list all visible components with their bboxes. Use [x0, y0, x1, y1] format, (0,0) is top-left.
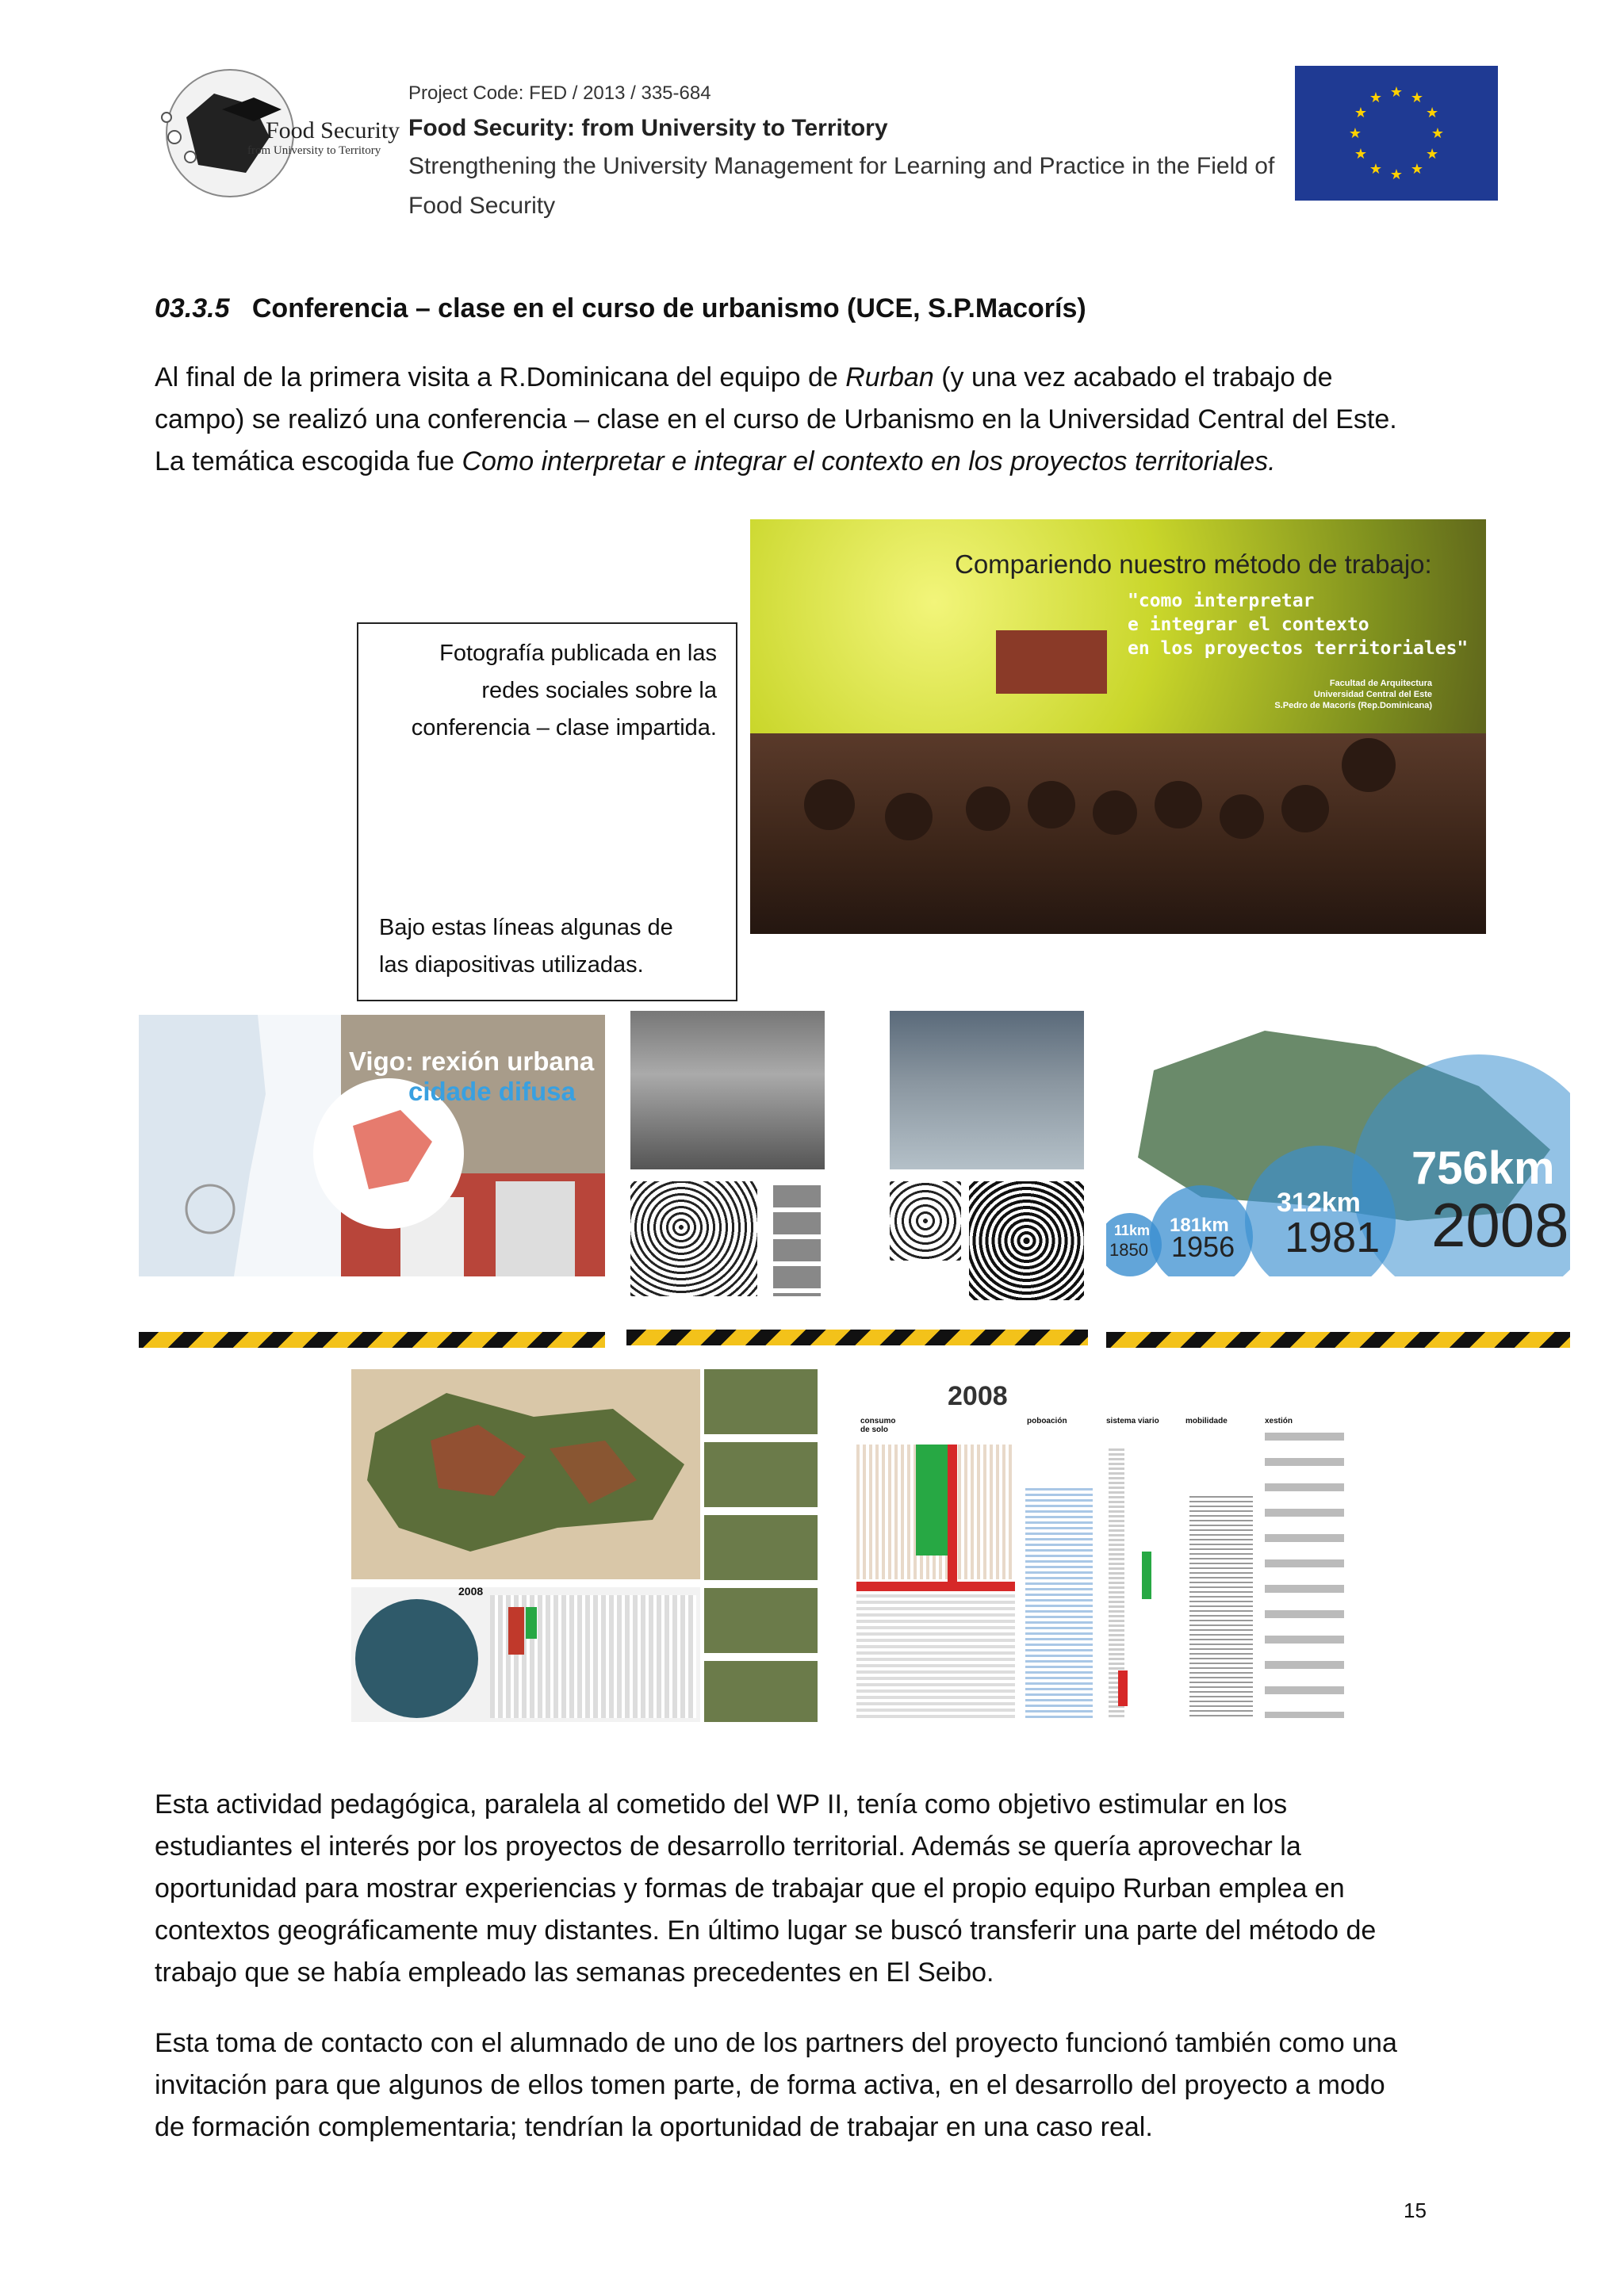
- slide-vigo-title1: Vigo: rexión urbana: [349, 1047, 595, 1076]
- section-heading: [155, 293, 1086, 324]
- caption-line: Bajo estas líneas algunas de: [379, 915, 673, 940]
- section-number: 03.3.5: [155, 293, 230, 323]
- page-number: 15: [1404, 2198, 1427, 2222]
- growth-km-1956: 181km: [1170, 1215, 1229, 1236]
- eu-star-icon: ★: [1348, 125, 1362, 141]
- section-title: Conferencia – clase en el curso de urbanismo (UCE, S.P.Macorís): [251, 293, 1086, 323]
- indicators-col-2: poboación: [1027, 1417, 1067, 1425]
- logo-text-main: Food Security: [266, 117, 400, 144]
- growth-km-2008: 756km: [1411, 1142, 1555, 1194]
- header-title: Food Security: from University to Territory: [408, 115, 888, 141]
- project-code: Project Code: FED / 2013 / 335-684: [408, 82, 711, 104]
- conference-photo: [750, 519, 1486, 934]
- growth-year-1956: 1956: [1171, 1230, 1235, 1263]
- indicators-col-5: xestión: [1265, 1417, 1293, 1425]
- eu-star-icon: ★: [1389, 166, 1404, 182]
- slide-vigo-title2: cidade difusa: [408, 1077, 576, 1106]
- photo-institution: Facultad de Arquitectura Universidad Central del Este S.Pedro de Macorís (Rep.Dominicana): [1274, 679, 1432, 710]
- slide-territory-maps: [351, 1369, 818, 1722]
- growth-year-2008: 2008: [1431, 1190, 1569, 1260]
- eu-star-icon: ★: [1425, 105, 1439, 121]
- eu-star-icon: ★: [1354, 146, 1368, 162]
- slide-growth-circles: [1106, 1015, 1570, 1276]
- caption-line: las diapositivas utilizadas.: [379, 952, 644, 978]
- header-subtitle-line1: Strengthening the University Management for Learning and Practice in the Field of: [408, 153, 1275, 179]
- indicators-col-1: consumo de solo: [860, 1417, 896, 1434]
- caption-line: redes sociales sobre la: [481, 678, 717, 703]
- indicators-col-3: sistema viario: [1106, 1417, 1159, 1425]
- slide-indicators-2008: [856, 1369, 1348, 1726]
- eu-star-icon: ★: [1425, 146, 1439, 162]
- growth-km-1981: 312km: [1277, 1188, 1361, 1218]
- indicators-col-4: mobilidade: [1185, 1417, 1228, 1425]
- caption-line: conferencia – clase impartida.: [411, 715, 717, 740]
- logo-text-sub: from University to Territory: [247, 144, 381, 157]
- eu-star-icon: ★: [1369, 161, 1383, 178]
- eu-star-icon: ★: [1369, 89, 1383, 105]
- growth-km-1850: 11km: [1114, 1223, 1151, 1238]
- photo-quote: "como interpretar e integrar el contexto en los proyectos territoriales": [1128, 591, 1469, 659]
- hazard-stripe: [1106, 1332, 1570, 1348]
- header-subtitle-line2: Food Security: [408, 193, 556, 219]
- indicators-year: 2008: [948, 1381, 1008, 1411]
- slide-aerial-1956: [630, 1011, 825, 1300]
- eu-star-icon: ★: [1389, 84, 1404, 100]
- growth-year-1981: 1981: [1285, 1214, 1381, 1261]
- eu-star-icon: ★: [1410, 89, 1424, 105]
- slide-aerial-1981: [890, 1011, 1084, 1300]
- eu-star-icon: ★: [1431, 125, 1445, 141]
- territory-year: 2008: [458, 1585, 484, 1598]
- caption-box: [357, 622, 737, 1001]
- hazard-stripe: [139, 1332, 605, 1348]
- paragraph-contact: Esta toma de contacto con el alumnado de uno de los partners del proyecto funcionó también como una invitación para que algunos de ellos tomen parte, de forma activa, en el desarrollo del proyecto a modo de formación complementaria; tendrían la oportunidad de trabajar en una caso real.: [155, 2028, 1397, 2142]
- eu-star-icon: ★: [1410, 161, 1424, 178]
- growth-year-1850: 1850: [1109, 1240, 1148, 1260]
- eu-star-icon: ★: [1354, 105, 1368, 121]
- caption-line: Fotografía publicada en las: [439, 641, 717, 666]
- photo-heading: Compariendo nuestro método de trabajo:: [955, 549, 1432, 579]
- eu-flag: [1295, 66, 1498, 201]
- paragraph-activity: Esta actividad pedagógica, paralela al cometido del WP II, tenía como objetivo estimular en los estudiantes el interés por los proyectos de desarrollo territorial. Además se quería aprovechar la oportunidad para mostrar experiencias y formas de trabajar que el propio equipo Rurban emplea en contextos geográficamente muy distantes. En último lugar se buscó transferir una parte del método de trabajo que se había empleado las semanas precedentes en El Seibo.: [155, 1789, 1377, 1988]
- hazard-stripe: [626, 1330, 1088, 1345]
- slide-vigo-region: [139, 1015, 605, 1276]
- intro-paragraph: Al final de la primera visita a R.Dominicana del equipo de Rurban (y una vez acabado el trabajo de campo) se realizó una conferencia – clase en el curso de Urbanismo en la Universidad Central del Este. La temática escogida fue Como interpretar e integrar el contexto en los proyectos territoriales.: [155, 362, 1397, 476]
